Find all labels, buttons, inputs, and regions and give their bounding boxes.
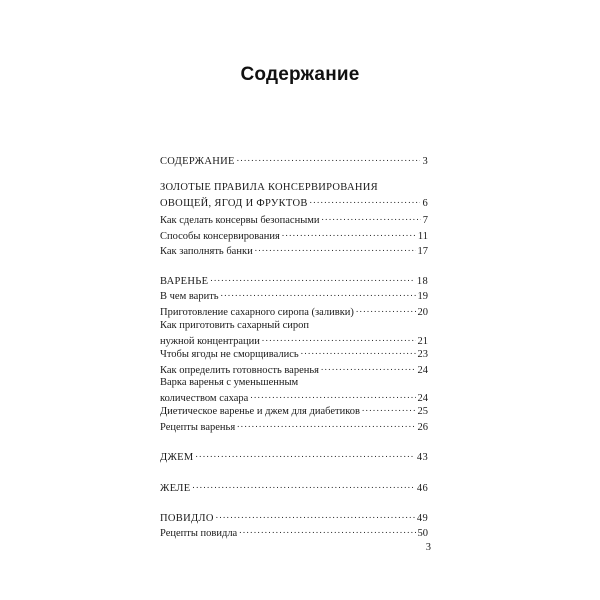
toc-entry-page: 20 — [417, 307, 428, 318]
toc-entry-page: 21 — [417, 336, 428, 347]
dot-leader — [196, 448, 415, 460]
toc-entry-title: Приготовление сахарного сиропа (заливки) — [160, 307, 354, 318]
toc-entry-dzhem[interactable] — [160, 448, 428, 464]
toc-entry-page: 50 — [417, 528, 428, 539]
toc-entry-title: В чем варить — [160, 291, 219, 302]
toc-entry-golden-rules[interactable] — [160, 182, 428, 210]
toc-entry-safe-preserves[interactable] — [160, 211, 428, 227]
dot-leader — [321, 361, 416, 373]
dot-leader — [356, 303, 416, 315]
dot-leader — [322, 211, 421, 223]
toc-entry-page: 46 — [416, 483, 428, 494]
toc-entry-page: 17 — [417, 246, 428, 257]
dot-leader — [237, 152, 421, 164]
toc-entry-title: ЗОЛОТЫЕ ПРАВИЛА КОНСЕРВИРОВАНИЯ — [160, 182, 378, 193]
toc-entry-title: Чтобы ягоды не сморщивались — [160, 349, 299, 360]
dot-leader — [237, 418, 415, 430]
toc-entry-title: количеством сахара — [160, 393, 249, 404]
toc-entry-page: 24 — [417, 365, 428, 376]
toc-entry-title: ВАРЕНЬЕ — [160, 276, 209, 287]
page-title: Содержание — [240, 64, 360, 85]
toc-entry-page: 23 — [417, 349, 428, 360]
toc-entry-preserving-methods[interactable] — [160, 227, 428, 243]
dot-leader — [362, 402, 416, 414]
toc-entry-povidlo-recipes[interactable] — [160, 524, 428, 540]
toc-entry-title: СОДЕРЖАНИЕ — [160, 156, 235, 167]
dot-leader — [216, 509, 415, 521]
toc-entry-page: 43 — [416, 452, 428, 463]
toc-entry-title: Рецепты повидла — [160, 528, 238, 539]
toc-entry-page: 6 — [422, 198, 428, 209]
toc-entry-contents[interactable] — [160, 152, 428, 168]
toc-entry-title: ДЖЕМ — [160, 452, 194, 463]
toc-entry-syrup-concentration[interactable] — [160, 320, 428, 348]
toc-entry-title: нужной концентрации — [160, 336, 260, 347]
toc-entry-page: 24 — [417, 393, 428, 404]
toc-entry-jam-recipes[interactable] — [160, 418, 428, 434]
toc-entry-cookware[interactable] — [160, 287, 428, 303]
toc-entry-title: Как определить готовность варенья — [160, 365, 319, 376]
toc-entry-title: Диетическое варенье и джем для диабетиков — [160, 406, 360, 417]
dot-leader — [210, 272, 415, 284]
dot-leader — [310, 194, 421, 206]
toc-entry-povidlo[interactable] — [160, 509, 428, 525]
toc-entry-doneness[interactable] — [160, 361, 428, 377]
toc-entry-jelly[interactable] — [160, 479, 428, 495]
toc-entry-jam-varenye[interactable] — [160, 272, 428, 288]
toc-entry-syrup-prep[interactable] — [160, 303, 428, 319]
toc-entry-page: 26 — [417, 422, 428, 433]
toc-entry-title: ПОВИДЛО — [160, 513, 214, 524]
dot-leader — [282, 227, 416, 239]
toc-entry-less-sugar[interactable] — [160, 377, 428, 405]
toc-entry-title: Способы консервирования — [160, 231, 280, 242]
toc-entry-berries-shrivel[interactable] — [160, 345, 428, 361]
dot-leader — [301, 345, 416, 357]
toc-entry-page: 7 — [422, 215, 428, 226]
toc-entry-title: Как заполнять банки — [160, 246, 253, 257]
toc-entry-title: Как приготовить сахарный сироп — [160, 320, 309, 331]
page-number: 3 — [425, 542, 431, 553]
toc-entry-page: 11 — [417, 231, 428, 242]
dot-leader — [239, 524, 415, 536]
toc-entry-page: 19 — [417, 291, 428, 302]
toc-entry-title: Варка варенья с уменьшенным — [160, 377, 299, 388]
toc-entry-title: ОВОЩЕЙ, ЯГОД И ФРУКТОВ — [160, 198, 308, 209]
dot-leader — [255, 242, 416, 254]
toc-entry-page: 3 — [422, 156, 428, 167]
dot-leader — [192, 479, 414, 491]
toc-entry-title: Как сделать консервы безопасными — [160, 215, 320, 226]
toc-entry-page: 18 — [416, 276, 428, 287]
dot-leader — [262, 332, 416, 344]
toc-entry-page: 49 — [416, 513, 428, 524]
toc-entry-diet-jam[interactable] — [160, 402, 428, 418]
toc-entry-page: 25 — [417, 406, 428, 417]
toc-entry-title: Рецепты варенья — [160, 422, 236, 433]
toc-entry-filling-jars[interactable] — [160, 242, 428, 258]
dot-leader — [221, 287, 416, 299]
toc-entry-title: ЖЕЛЕ — [160, 483, 191, 494]
dot-leader — [250, 389, 415, 401]
